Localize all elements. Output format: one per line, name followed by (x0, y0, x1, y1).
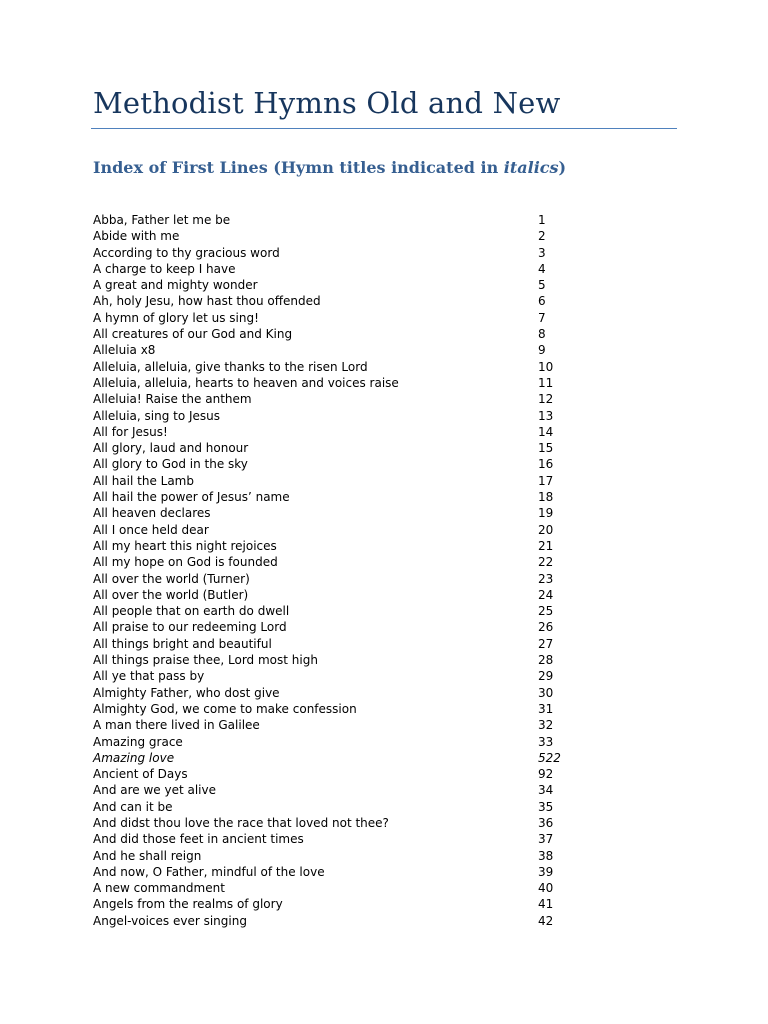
entry-first-line: Alleluia, alleluia, give thanks to the risen Lord (93, 359, 368, 374)
entry-first-line: Abba, Father let me be (93, 213, 231, 227)
index-entry (93, 228, 573, 244)
first-lines-index (93, 212, 573, 929)
entry-hymn-number: 35 (538, 799, 554, 814)
index-entry (93, 212, 573, 228)
entry-hymn-number: 26 (538, 620, 554, 635)
entry-hymn-number: 41 (538, 897, 554, 912)
entry-hymn-number: 5 (538, 278, 546, 293)
entry-hymn-number: 23 (538, 571, 554, 586)
index-entry (93, 473, 573, 489)
entry-hymn-number: 15 (538, 441, 554, 456)
index-entry (93, 603, 573, 619)
entry-hymn-number: 6 (538, 294, 546, 309)
entry-first-line: According to thy gracious word (93, 245, 280, 260)
index-entry (93, 799, 573, 815)
entry-hymn-number: 22 (538, 555, 554, 570)
entry-first-line: All I once held dear (93, 522, 209, 537)
entry-first-line: All glory, laud and honour (93, 441, 249, 456)
index-entry (93, 359, 573, 375)
index-entry (93, 489, 573, 505)
entry-hymn-number: 522 (538, 750, 561, 765)
index-entry (93, 913, 573, 929)
entry-first-line: Almighty Father, who dost give (93, 685, 280, 700)
entry-first-line: And did those feet in ancient times (93, 832, 304, 847)
entry-first-line: All hail the Lamb (93, 473, 194, 488)
entry-hymn-number: 25 (538, 604, 554, 619)
entry-hymn-number: 18 (538, 490, 554, 505)
subtitle-closing: ) (558, 158, 567, 177)
entry-first-line: Alleluia! Raise the anthem (93, 392, 252, 407)
entry-hymn-number: 29 (538, 669, 554, 684)
entry-first-line: A hymn of glory let us sing! (93, 310, 259, 325)
subtitle-text: Index of First Lines (Hymn titles indicated in (93, 158, 504, 177)
index-entry-hymn-title (93, 750, 573, 766)
index-entry (93, 310, 573, 326)
entry-hymn-number: 3 (538, 245, 546, 260)
entry-hymn-number: 16 (538, 457, 554, 472)
entry-first-line: Alleluia, sing to Jesus (93, 408, 221, 423)
index-entry (93, 261, 573, 277)
index-entry (93, 245, 573, 261)
entry-first-line: And he shall reign (93, 848, 202, 863)
entry-hymn-number: 13 (538, 408, 554, 423)
entry-hymn-number: 2 (538, 229, 546, 244)
entry-hymn-number: 28 (538, 653, 554, 668)
index-entry (93, 587, 573, 603)
document-title: Methodist Hymns Old and New (93, 86, 561, 120)
entry-first-line: And now, O Father, mindful of the love (93, 864, 325, 879)
index-entry (93, 685, 573, 701)
entry-first-line: Amazing love (93, 750, 175, 765)
entry-hymn-number: 92 (538, 767, 554, 782)
entry-first-line: Alleluia x8 (93, 343, 156, 358)
entry-first-line: Angels from the realms of glory (93, 897, 283, 912)
entry-first-line: All praise to our redeeming Lord (93, 620, 287, 635)
title-underline-divider (91, 128, 677, 129)
entry-hymn-number: 7 (538, 310, 546, 325)
index-entry (93, 734, 573, 750)
entry-hymn-number: 27 (538, 636, 554, 651)
index-subtitle (93, 158, 566, 177)
index-entry (93, 391, 573, 407)
entry-first-line: All heaven declares (93, 506, 211, 521)
entry-hymn-number: 30 (538, 685, 554, 700)
index-entry (93, 668, 573, 684)
entry-first-line: A charge to keep I have (93, 261, 236, 276)
entry-hymn-number: 1 (538, 213, 546, 227)
index-entry (93, 408, 573, 424)
entry-first-line: Ancient of Days (93, 767, 188, 782)
index-entry (93, 701, 573, 717)
entry-first-line: All people that on earth do dwell (93, 604, 290, 619)
entry-hymn-number: 8 (538, 327, 546, 342)
entry-first-line: A new commandment (93, 881, 225, 896)
index-entry (93, 619, 573, 635)
index-entry (93, 554, 573, 570)
index-entry (93, 848, 573, 864)
index-entry (93, 636, 573, 652)
entry-first-line: And can it be (93, 799, 173, 814)
entry-hymn-number: 32 (538, 718, 554, 733)
index-entry (93, 424, 573, 440)
index-entry (93, 652, 573, 668)
entry-hymn-number: 21 (538, 538, 554, 553)
entry-hymn-number: 24 (538, 587, 554, 602)
index-entry (93, 342, 573, 358)
entry-first-line: Amazing grace (93, 734, 183, 749)
index-entry (93, 293, 573, 309)
entry-hymn-number: 10 (538, 359, 554, 374)
entry-hymn-number: 14 (538, 424, 554, 439)
entry-hymn-number: 33 (538, 734, 554, 749)
entry-first-line: All over the world (Butler) (93, 587, 249, 602)
entry-hymn-number: 20 (538, 522, 554, 537)
index-entry (93, 831, 573, 847)
index-entry (93, 522, 573, 538)
entry-first-line: Ah, holy Jesu, how hast thou offended (93, 294, 321, 309)
entry-first-line: All ye that pass by (93, 669, 205, 684)
entry-first-line: All my heart this night rejoices (93, 538, 277, 553)
entry-first-line: All for Jesus! (93, 424, 168, 439)
entry-hymn-number: 34 (538, 783, 554, 798)
index-entry (93, 538, 573, 554)
entry-first-line: All glory to God in the sky (93, 457, 248, 472)
entry-first-line: Angel-voices ever singing (93, 913, 247, 928)
entry-first-line: All things praise thee, Lord most high (93, 653, 318, 668)
index-entry (93, 440, 573, 456)
entry-hymn-number: 31 (538, 701, 554, 716)
entry-hymn-number: 11 (538, 375, 554, 390)
entry-hymn-number: 37 (538, 832, 554, 847)
entry-hymn-number: 19 (538, 506, 554, 521)
entry-hymn-number: 38 (538, 848, 554, 863)
index-entry (93, 766, 573, 782)
entry-first-line: Almighty God, we come to make confession (93, 701, 357, 716)
index-entry (93, 456, 573, 472)
entry-hymn-number: 12 (538, 392, 554, 407)
entry-hymn-number: 39 (538, 864, 554, 879)
index-entry (93, 717, 573, 733)
index-entry (93, 375, 573, 391)
entry-first-line: All my hope on God is founded (93, 555, 278, 570)
index-entry (93, 277, 573, 293)
index-entry (93, 815, 573, 831)
entry-hymn-number: 40 (538, 881, 554, 896)
index-entry (93, 880, 573, 896)
entry-first-line: Abide with me (93, 229, 180, 244)
index-entry (93, 571, 573, 587)
entry-hymn-number: 17 (538, 473, 554, 488)
entry-first-line: All hail the power of Jesus’ name (93, 490, 290, 505)
entry-hymn-number: 42 (538, 913, 554, 928)
entry-first-line: Alleluia, alleluia, hearts to heaven and voices raise (93, 375, 399, 390)
entry-hymn-number: 9 (538, 343, 546, 358)
entry-first-line: A great and mighty wonder (93, 278, 258, 293)
entry-hymn-number: 36 (538, 815, 554, 830)
index-entry (93, 896, 573, 912)
entry-first-line: A man there lived in Galilee (93, 718, 260, 733)
index-entry (93, 326, 573, 342)
entry-hymn-number: 4 (538, 261, 546, 276)
index-entry (93, 864, 573, 880)
entry-first-line: All over the world (Turner) (93, 571, 250, 586)
subtitle-italic-word: italics (503, 158, 559, 177)
entry-first-line: And didst thou love the race that loved not thee? (93, 815, 389, 830)
index-entry (93, 782, 573, 798)
entry-first-line: All creatures of our God and King (93, 327, 293, 342)
index-entry (93, 505, 573, 521)
entry-first-line: And are we yet alive (93, 783, 216, 798)
entry-first-line: All things bright and beautiful (93, 636, 272, 651)
